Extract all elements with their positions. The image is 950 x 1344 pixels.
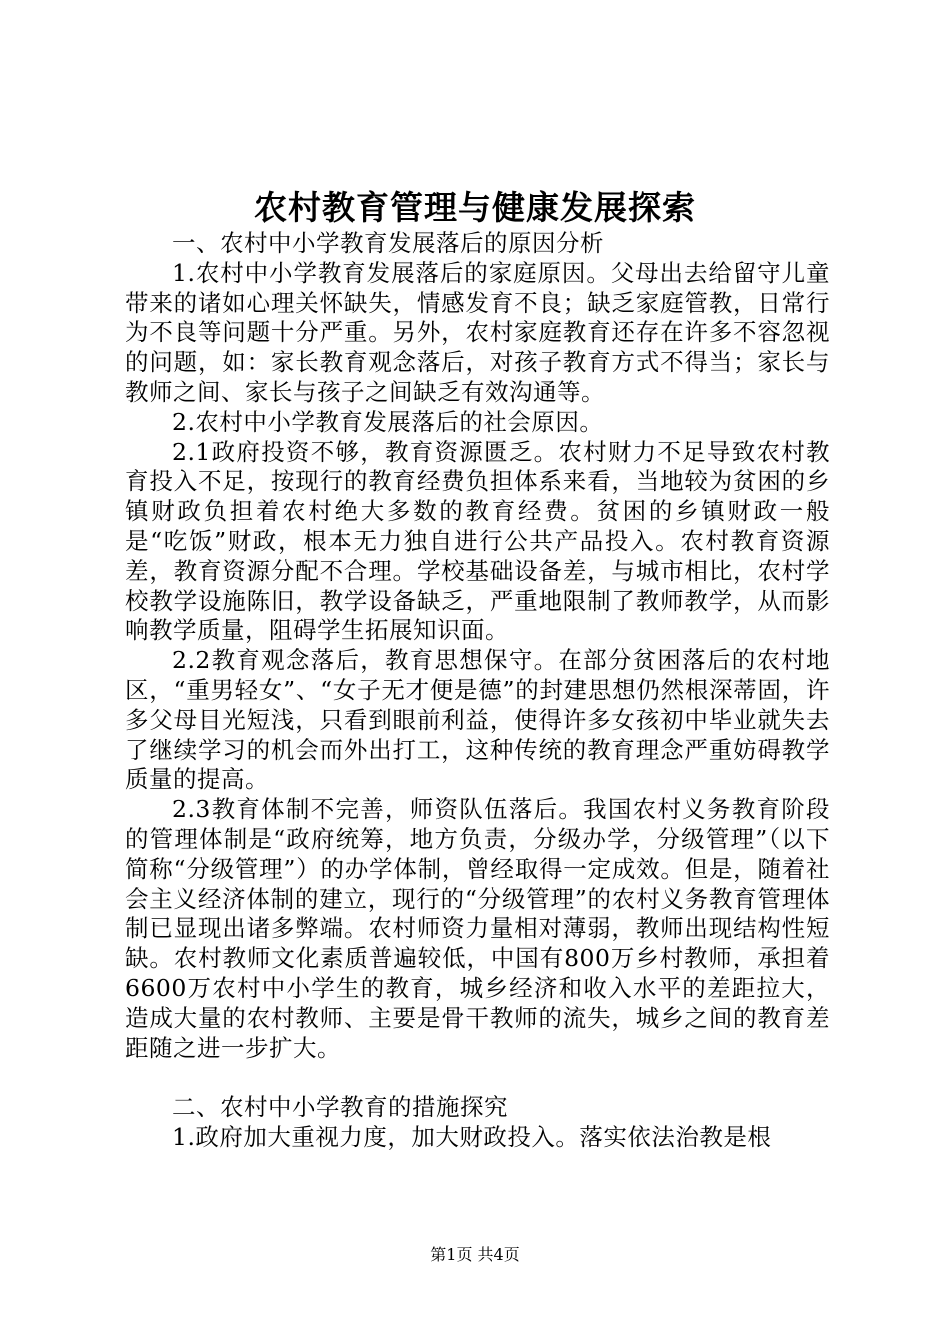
paragraph-family-causes: 1.农村中小学教育发展落后的家庭原因。父母出去给留守儿童带来的诸如心理关怀缺失，情感发育不良；缺乏家庭管教，日常行为不良等问题十分严重。另外，农村家庭教育还存在许多不容忽视的问题，如：家长教育观念落后，对孩子教育方式不得当；家长与教师之间、家长与孩子之间缺乏有效沟通等。 — [125, 258, 830, 406]
page-footer: 第1页 共4页 — [430, 1245, 520, 1264]
paragraph-spacer — [125, 1063, 830, 1093]
section-1-heading: 一、农村中小学教育发展落后的原因分析 — [172, 229, 604, 257]
document-body — [125, 229, 830, 1153]
paragraph-education-system: 2.3教育体制不完善，师资队伍落后。我国农村义务教育阶段的管理体制是“政府统筹，地方负责，分级办学，分级管理”（以下简称“分级管理”）的办学体制，曾经取得一定成效。但是，随着社会主义经济体制的建立，现行的“分级管理”的农村义务教育管理体制已显现出诸多弊端。农村师资力量相对薄弱，教师出现结构性短缺。农村教师文化素质普遍较低，中国有800万乡村教师，承担着6600万农村中小学生的教育，城乡经济和收入水平的差距拉大，造成大量的农村教师、主要是骨干教师的流失，城乡之间的教育差距随之进一步扩大。 — [125, 795, 830, 1062]
paragraph-education-concepts: 2.2教育观念落后，教育思想保守。在部分贫困落后的农村地区，“重男轻女”、“女子无才便是德”的封建思想仍然根深蒂固，许多父母目光短浅，只看到眼前利益，使得许多女孩初中毕业就失去了继续学习的机会而外出打工，这种传统的教育理念严重妨碍教学质量的提高。 — [125, 646, 830, 794]
paragraph-government-investment: 2.1政府投资不够，教育资源匮乏。农村财力不足导致农村教育投入不足，按现行的教育经费负担体系来看，当地较为贫困的乡镇财政负担着农村绝大多数的教育经费。贫困的乡镇财政一般是“吃饭”财政，根本无力独自进行公共产品投入。农村教育资源差，教育资源分配不合理。学校基础设备差，与城市相比，农村学校教学设施陈旧，教学设备缺乏，严重地限制了教师教学，从而影响教学质量，阻碍学生拓展知识面。 — [125, 437, 830, 645]
paragraph-government-measures: 1.政府加大重视力度，加大财政投入。落实依法治教是根 — [172, 1122, 772, 1151]
document-title: 农村教育管理与健康发展探索 — [254, 188, 696, 227]
section-2-heading: 二、农村中小学教育的措施探究 — [172, 1093, 508, 1122]
paragraph-social-causes: 2.农村中小学教育发展落后的社会原因。 — [172, 407, 604, 436]
